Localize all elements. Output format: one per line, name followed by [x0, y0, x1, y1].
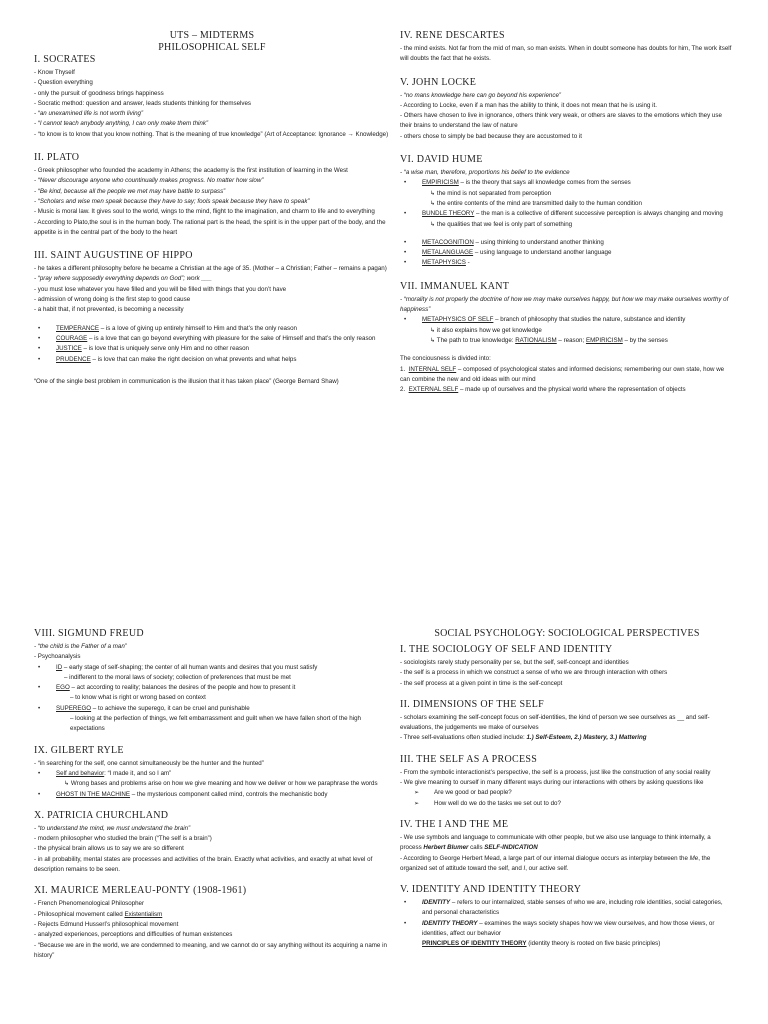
term: METALANGUAGE — [422, 249, 474, 257]
text-line: - “morality is not properly the doctrine of how we may make ourselves happy, but how we may make ourselves worthy of happiness” — [400, 295, 729, 314]
section-heading: III. THE SELF AS A PROCESS — [400, 753, 538, 765]
sub-item: – looking at the perfection of things, we felt embarrassment and guilt when we have fallen short of the high expectations — [70, 715, 361, 733]
text-line: - only the pursuit of goodness brings happiness — [34, 89, 164, 97]
section-heading: III. SAINT AUGUSTINE OF HIPPO — [34, 250, 193, 262]
sub-item — [400, 336, 734, 346]
text-line: - a habit that, if not prevented, is becoming a necessity — [34, 306, 184, 314]
definition: – is a love that can go beyond everything with pleasure for the sake of Himself and that’s the only reason — [87, 334, 376, 342]
text-line: - “in searching for the self, one cannot simultaneously be the hunter and the hunted” — [34, 759, 264, 767]
text-line: - admission of wrong doing is the first step to good cause — [34, 296, 191, 304]
definition: – made up of ourselves and the physical world where the representation of objects — [458, 386, 686, 394]
term: PRUDENCE — [56, 355, 91, 363]
text-line: - Psychoanalysis — [34, 653, 81, 661]
section-descartes — [400, 30, 734, 65]
column-top-right — [400, 30, 734, 395]
sub-item: ↳ the mind is not separated from perception — [430, 189, 552, 197]
list-item: • METACOGNITION – using thinking to understand another thinking — [404, 238, 604, 246]
section-freud — [34, 628, 390, 735]
text-line: - Greek philosopher who founded the academy in Athens; the academy is the first institution of learning in the West — [34, 167, 348, 175]
term: COURAGE — [56, 334, 88, 342]
definition: – is a love of giving up entirely himself to Him and that’s the only reason — [98, 324, 297, 332]
definition: – by the senses — [622, 336, 668, 344]
text-line: - “Never discourage anyone who countinually makes progress. No matter how slow” — [34, 177, 264, 185]
text-line: - scholars examining the self-concept focus on self-identities, the kind of person we see ourselves as __ and self-evaluations, the judgements we make of ourselves — [400, 713, 710, 732]
text-line: - “a wise man, therefore, proportions his belief to the evidence — [400, 169, 570, 177]
term: IDENTITY THEORY — [422, 919, 478, 927]
virtue-item: • PRUDENCE – is love that can make the right decision on what prevents and what helps — [38, 355, 297, 363]
text-line: - others chose to simply be bad because they are accustomed to it — [400, 132, 582, 140]
arrow-bullet-icon: ➢ — [414, 789, 420, 797]
list-item: • BUNDLE THEORY – the man is a collective of different successive perception is always changing and moving — [404, 210, 723, 218]
definition: – is love that can make the right decision on what prevents and what helps — [90, 355, 297, 363]
text-line — [34, 910, 390, 920]
text-line: - “Because we are in the world, we are condemned to meaning, and we cannot do or say anything without its acquiring a name in history” — [34, 941, 387, 959]
list-item: • SUPEREGO – to achieve the superego, it can be cruel and punishable — [38, 704, 250, 712]
term: SUPEREGO — [56, 704, 92, 712]
column-top-left — [34, 30, 390, 387]
section-merleau-ponty — [34, 885, 390, 961]
term: PRINCIPLES OF IDENTITY THEORY — [422, 940, 527, 948]
sub-item-label: ↳ The path to true knowledge: — [430, 336, 516, 344]
term: METACOGNITION — [422, 238, 474, 246]
section-heading: IV. RENE DESCARTES — [400, 30, 505, 41]
text-line: - According to Plato,the soul is in the human body. The rational part is the head, the spirit is in the upper part of the body, and the appetite is in the central part of the body to the heart — [34, 218, 386, 236]
list-item: • EMPIRICISM – is the theory that says all knowledge comes from the senses — [404, 179, 631, 187]
term: EGO — [56, 684, 70, 692]
text-line: - We give meaning to ourself in many different ways during our interactions with others by asking questions like — [400, 779, 704, 787]
term: ID — [56, 663, 63, 671]
virtue-item: • JUSTICE – is love that is uniquely serve only Him and no other reason — [38, 345, 249, 353]
column-bottom-right — [400, 628, 734, 950]
section-plato — [34, 152, 390, 238]
numbered-item: 1. INTERNAL SELF – composed of psychological states and informed decisions; remembering our own state, how we can combine the new and old ideas with our mind — [400, 365, 725, 383]
sub-item: ↳ Wrong bases and problems arise on how we give meaning and how we deliver or how we paraphrase the words — [64, 780, 378, 788]
definition: – early stage of self-shaping; the center of all human wants and desires that you must satisfy — [62, 663, 318, 671]
definition: – refers to our internalized, stable senses of who we are, including role identities, social categories, and personal characteristics — [422, 899, 723, 917]
list-item: • METAPHYSICS OF SELF – branch of philosophy that studies the nature, substance and identity — [404, 316, 686, 324]
term: TEMPERANCE — [56, 324, 99, 332]
text-fragment: - Three self-evaluations often studied include: — [400, 734, 527, 742]
list-item: • ID – early stage of self-shaping; the center of all human wants and desires that you must satisfy — [38, 663, 318, 671]
text-line: - From the symbolic interactionist’s perspective, the self is a process, just like the construction of any social reality — [400, 768, 711, 776]
section-heading: V. IDENTITY AND IDENTITY THEORY — [400, 884, 582, 896]
section-heading: X. PATRICIA CHURCHLAND — [34, 809, 169, 821]
definition: – is the theory that says all knowledge comes from the senses — [458, 179, 631, 187]
term: METAPHYSICS OF SELF — [422, 316, 494, 324]
section-socrates — [34, 54, 390, 140]
text-line: - modern philosopher who studied the brain (“The self is a brain”) — [34, 835, 212, 843]
term: BUNDLE THEORY — [422, 210, 475, 218]
text-line: - “I cannot teach anybody anything, I can only make them think” — [34, 120, 209, 128]
section-heading: XI. MAURICE MERLEAU-PONTY (1908-1961) — [34, 885, 247, 897]
emphasis: SELF-INDICATION — [484, 844, 538, 852]
section-heading: II. DIMENSIONS OF THE SELF — [400, 698, 545, 710]
section-heading: VI. DAVID HUME — [400, 154, 483, 166]
text-line: - the mind exists. Not far from the mid of man, so man exists. When in doubt someone has doubts for him, The work itself will doubts the fact that he exists. — [400, 45, 732, 63]
text-line: - Know Thyself — [34, 69, 75, 76]
sub-item: ↳ it also explains how we get knowledge — [430, 326, 542, 334]
text-line: - Rejects Edmund Husserl’s philosophical movement — [34, 920, 179, 928]
virtue-item: • COURAGE – is a love that can go beyond everything with pleasure for the sake of Himself and that’s the only reason — [38, 334, 376, 342]
list-item: • IDENTITY – refers to our internalized, stable senses of who we are, including role identities, social categories, and personal characteristics — [404, 899, 723, 917]
text-line: - Music is moral law. It gives soul to the world, wings to the mind, flight to the imagination, and charm to life and to everything — [34, 208, 375, 216]
section-heading: IV. THE I AND THE ME — [400, 818, 509, 830]
text-line: - According to Locke, even if a man has the ability to think, it does not mean that he is using it. — [400, 101, 657, 109]
text-line: - “Scholars and wise men speak because they have to say; fools speak because they have to speak” — [34, 197, 310, 205]
emphasis: I — [523, 864, 526, 872]
definition: – to achieve the superego, it can be cruel and punishable — [91, 704, 250, 712]
text-line: - analyzed experiences, perceptions and difficulties of human existences — [34, 931, 233, 939]
term: RATIONALISM — [515, 336, 557, 344]
section-heading: VII. IMMANUEL KANT — [400, 280, 510, 292]
definition: : “I made it, and so I am” — [104, 769, 172, 777]
definition: – using thinking to understand another thinking — [473, 238, 604, 246]
sub-item: – to know what is right or wrong based on context — [70, 694, 206, 702]
definition: – using language to understand another language — [473, 249, 612, 257]
text-line: - sociologists rarely study personality per se, but the self, self-concept and identities — [400, 659, 629, 666]
text-line: - in all probability, mental states are processes and activities of the brain. Exactly what activities, and exactly at what level of description remains to be seen. — [34, 855, 373, 874]
list-item: • GHOST IN THE MACHINE – the mysterious component called mind, controls the mechanistic body — [38, 790, 328, 798]
section-hume — [400, 154, 734, 269]
text-line: - he takes a different philosophy before he became a Christian at the age of 35. (Mother – a Christian; Father – remains a pagan) — [34, 265, 387, 273]
text-line: - the self process at a given point in time is the self-concept — [400, 679, 563, 687]
text-line: - the self is a process in which we construct a sense of who we are through interaction with others — [400, 669, 668, 677]
definition: – the man is a collective of different successive perception is always changing and moving — [474, 210, 723, 218]
term: EMPIRICISM — [585, 336, 623, 344]
numbered-item: 2. EXTERNAL SELF – made up of ourselves and the physical world where the representation of objects — [400, 386, 686, 394]
section-sociology-of-self — [400, 644, 734, 689]
emphasis: 1.) Self-Esteem, 2.) Mastery, 3.) Mattering — [526, 734, 647, 742]
title-line-2: PHILOSOPHICAL SELF — [158, 42, 266, 53]
term: GHOST IN THE MACHINE — [56, 790, 131, 798]
term: Existentialism — [124, 910, 163, 918]
text-line: - “pray where supposedly everything depends on God”; work ___ — [34, 275, 212, 283]
title-line-1: UTS – MIDTERMS — [169, 30, 255, 41]
term: METAPHYSICS — [422, 259, 466, 267]
section-kant — [400, 281, 734, 396]
list-item: • EGO – act according to reality; balances the desires of the people and how to present it — [38, 684, 296, 692]
definition: - — [465, 259, 470, 267]
section-locke — [400, 77, 734, 142]
term: EMPIRICISM — [422, 179, 459, 187]
definition: – act according to reality; balances the desires of the people and how to present it — [69, 684, 296, 692]
closing-quote: “One of the single best problem in communication is the illusion that it has taken place” (George Bernard Shaw) — [34, 377, 339, 385]
definition: (identity theory is rooted on five basic principles) — [526, 940, 661, 948]
section-augustine — [34, 250, 390, 387]
list-item: • METAPHYSICS - — [404, 259, 470, 267]
term: JUSTICE — [56, 345, 82, 353]
text-line — [400, 733, 734, 743]
list-item: • METALANGUAGE – using language to understand another language — [404, 249, 612, 257]
text-line: - you must lose whatever you have filled and you will be filled with things that you don’t have — [34, 285, 287, 293]
virtue-item: • TEMPERANCE – is a love of giving up entirely himself to Him and that’s the only reason — [38, 324, 297, 332]
definition: – reason; — [556, 336, 586, 344]
text-line: - “Be kind, because all the people we met may have battle to surpass” — [34, 187, 226, 195]
text-line: - We use symbols and language to communicate with other people, but we also use language to think internally, a process Herbert Blumer calls SELF-INDICATION — [400, 833, 711, 852]
term: INTERNAL SELF — [408, 365, 457, 373]
section-title: SOCIAL PSYCHOLOGY: SOCIOLOGICAL PERSPECTIVES — [434, 628, 700, 639]
definition: – branch of philosophy that studies the nature, substance and identity — [493, 316, 686, 324]
section-heading: V. JOHN LOCKE — [400, 76, 477, 88]
definition: – examines the ways society shapes how we view ourselves, and how those views, or identities, affect our behavior — [422, 919, 715, 938]
section-self-as-process — [400, 754, 734, 809]
section-heading: I. SOCRATES — [34, 54, 96, 65]
list-item: • Self and behavior: “I made it, and so I am” — [38, 769, 172, 777]
question-item: ➢ How well do we do the tasks we set out to do? — [400, 799, 734, 809]
sub-item: – indifferent to the moral laws of society; collection of preferences that must be met — [64, 673, 291, 681]
text-line: - “an unexamined life is not worth living” — [34, 110, 144, 118]
document-title — [34, 30, 390, 54]
sub-item: ↳ the entire contents of the mind are transmitted daily to the human condition — [430, 199, 642, 207]
term: EXTERNAL SELF — [408, 386, 459, 394]
text-line: - Question everything — [34, 79, 93, 87]
text-line: - “the child is the Father of a man” — [34, 643, 127, 650]
text-line: - “to know is to know that you know nothing. That is the meaning of true knowledge” (Art of Acceptance: Ignorance → Knowledge) — [34, 130, 389, 138]
text-line: - “no mans knowledge here can go beyond his experience” — [400, 91, 561, 99]
section-dimensions — [400, 699, 734, 744]
section-heading: II. PLATO — [34, 152, 80, 164]
emphasis: Herbert Blumer — [423, 844, 469, 852]
list-item: • IDENTITY THEORY – examines the ways society shapes how we view ourselves, and how those views, or identities, affect our behavior — [404, 919, 715, 938]
text-line: - the physical brain allows us to say we are so different — [34, 845, 184, 853]
text-fragment: - Philosophical movement called — [34, 910, 125, 918]
definition: – composed of psychological states and informed decisions; remembering our own state, how we can combine the new and old ideas with our mind — [400, 365, 725, 383]
definition: – the mysterious component called mind, controls the mechanistic body — [130, 790, 328, 798]
question-item: ➢ Are we good or bad people? — [400, 788, 734, 798]
text-line: - Others have chosen to live in ignorance, others think very weak, or others are slaves to the emotions which they use their brains to understand the law of nature — [400, 112, 722, 130]
section-ryle — [34, 745, 390, 800]
section-identity-theory — [400, 884, 734, 949]
term: Self and behavior — [56, 769, 105, 777]
section-heading: I. THE SOCIOLOGY OF SELF AND IDENTITY — [400, 644, 613, 655]
text-line: - “to understand the mind, we must understand the brain” — [34, 824, 191, 832]
emphasis: Me — [689, 854, 699, 862]
text-line: - According to George Herbert Mead, a large part of our internal dialogue occurs as interplay between the Me, the organized set of attitude toward the self, and I, our active self. — [400, 854, 711, 872]
arrow-bullet-icon: ➢ — [414, 799, 420, 807]
term: IDENTITY — [422, 899, 451, 907]
text-line: - French Phenomenological Philosopher — [34, 900, 145, 908]
section-churchland — [34, 810, 390, 875]
sub-item: ↳ the qualities that we feel is only part of something — [430, 220, 573, 228]
definition: – is love that is uniquely serve only Him and no other reason — [81, 345, 249, 353]
list-item — [400, 939, 734, 949]
text-line: - Socratic method: question and answer, leads students thinking for themselves — [34, 99, 252, 107]
text-line: The conciousness is divided into: — [400, 355, 491, 363]
column-bottom-left — [34, 628, 390, 961]
section-heading: IX. GILBERT RYLE — [34, 744, 124, 756]
section-heading: VIII. SIGMUND FREUD — [34, 628, 144, 639]
section-i-and-me — [400, 819, 734, 874]
